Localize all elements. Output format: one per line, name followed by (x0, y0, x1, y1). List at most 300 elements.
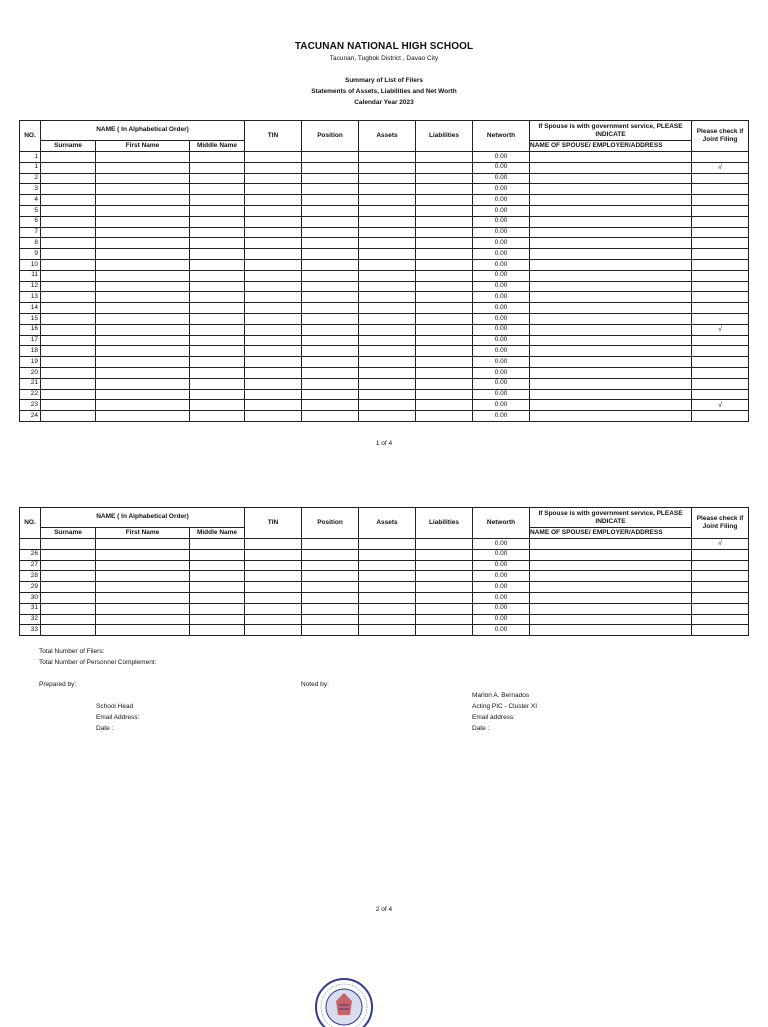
middle-name-cell (190, 571, 245, 582)
col-name-group-header: NAME ( In Alphabetical Order) (41, 121, 245, 141)
surname-cell (41, 184, 96, 195)
middle-name-cell (190, 560, 245, 571)
liabilities-cell (416, 378, 473, 389)
total-personnel-label: Total Number of Personnel Complement: (39, 659, 157, 666)
tin-cell (245, 152, 302, 163)
assets-cell (359, 281, 416, 292)
surname-cell (41, 560, 96, 571)
col-first-name-header: First Name (96, 528, 190, 539)
tin-cell (245, 249, 302, 260)
first-name-cell (96, 227, 190, 238)
first-name-cell (96, 367, 190, 378)
liabilities-cell (416, 162, 473, 173)
middle-name-cell (190, 549, 245, 560)
tin-cell (245, 411, 302, 422)
joint-filing-check-cell (692, 292, 749, 303)
middle-name-cell (190, 614, 245, 625)
first-name-cell (96, 281, 190, 292)
joint-filing-check-cell: √ (692, 324, 749, 335)
networth-cell: 0.00 (473, 378, 530, 389)
spouse-info-cell (530, 313, 692, 324)
joint-filing-check-cell (692, 249, 749, 260)
position-cell (302, 539, 359, 550)
assets-cell (359, 614, 416, 625)
position-cell (302, 357, 359, 368)
joint-filing-check-cell (692, 549, 749, 560)
row-number-cell: 33 (20, 625, 41, 636)
surname-cell (41, 249, 96, 260)
row-number-cell: 10 (20, 259, 41, 270)
position-cell (302, 281, 359, 292)
assets-cell (359, 216, 416, 227)
tin-cell (245, 184, 302, 195)
middle-name-cell (190, 238, 245, 249)
middle-name-cell (190, 324, 245, 335)
joint-filing-check-cell (692, 335, 749, 346)
joint-filing-check-cell (692, 367, 749, 378)
middle-name-cell (190, 335, 245, 346)
row-number-cell: 1 (20, 152, 41, 163)
first-name-cell (96, 603, 190, 614)
liabilities-cell (416, 292, 473, 303)
spouse-info-cell (530, 592, 692, 603)
first-name-cell (96, 625, 190, 636)
first-name-cell (96, 324, 190, 335)
table-row (20, 400, 749, 411)
networth-cell: 0.00 (473, 227, 530, 238)
liabilities-cell (416, 603, 473, 614)
networth-cell: 0.00 (473, 592, 530, 603)
spouse-info-cell (530, 603, 692, 614)
row-number-cell: 32 (20, 614, 41, 625)
first-name-cell (96, 195, 190, 206)
spouse-info-cell (530, 367, 692, 378)
assets-cell (359, 603, 416, 614)
first-name-cell (96, 389, 190, 400)
networth-cell: 0.00 (473, 313, 530, 324)
table-row (20, 303, 749, 314)
tin-cell (245, 357, 302, 368)
position-cell (302, 195, 359, 206)
col-liabilities-header: Liabilities (416, 508, 473, 539)
surname-cell (41, 603, 96, 614)
middle-name-cell (190, 389, 245, 400)
table-row (20, 614, 749, 625)
tin-cell (245, 582, 302, 593)
table-row (20, 335, 749, 346)
row-number-cell: 12 (20, 281, 41, 292)
assets-cell (359, 324, 416, 335)
table-row (20, 560, 749, 571)
middle-name-cell (190, 539, 245, 550)
spouse-info-cell (530, 614, 692, 625)
joint-filing-check-cell (692, 173, 749, 184)
surname-cell (41, 205, 96, 216)
row-number-cell: 29 (20, 582, 41, 593)
row-number-cell: 27 (20, 560, 41, 571)
assets-cell (359, 592, 416, 603)
first-name-cell (96, 152, 190, 163)
liabilities-cell (416, 571, 473, 582)
surname-cell (41, 367, 96, 378)
spouse-info-cell (530, 227, 692, 238)
row-number-cell: 30 (20, 592, 41, 603)
surname-cell (41, 292, 96, 303)
tin-cell (245, 571, 302, 582)
prepared-by-email-label: Email Address: (96, 714, 140, 721)
assets-cell (359, 313, 416, 324)
surname-cell (41, 303, 96, 314)
spouse-info-cell (530, 625, 692, 636)
middle-name-cell (190, 281, 245, 292)
noted-by-date-label: Date : (472, 725, 490, 732)
first-name-cell (96, 216, 190, 227)
spouse-info-cell (530, 539, 692, 550)
liabilities-cell (416, 303, 473, 314)
col-spouse-sub-header: NAME OF SPOUSE/ EMPLOYER/ADDRESS (530, 141, 692, 152)
spouse-info-cell (530, 549, 692, 560)
joint-filing-check-cell (692, 592, 749, 603)
liabilities-cell (416, 259, 473, 270)
middle-name-cell (190, 162, 245, 173)
networth-cell: 0.00 (473, 335, 530, 346)
tin-cell (245, 173, 302, 184)
first-name-cell (96, 270, 190, 281)
position-cell (302, 152, 359, 163)
assets-cell (359, 560, 416, 571)
joint-filing-check-cell (692, 625, 749, 636)
tin-cell (245, 603, 302, 614)
table-row (20, 411, 749, 422)
first-name-cell (96, 539, 190, 550)
liabilities-cell (416, 560, 473, 571)
noted-by-email-label: Email address: (472, 714, 515, 721)
position-cell (302, 205, 359, 216)
surname-cell (41, 400, 96, 411)
joint-filing-check-cell (692, 281, 749, 292)
table-row (20, 173, 749, 184)
joint-filing-check-cell (692, 411, 749, 422)
position-cell (302, 292, 359, 303)
joint-filing-check-cell (692, 195, 749, 206)
networth-cell: 0.00 (473, 205, 530, 216)
first-name-cell (96, 378, 190, 389)
joint-filing-check-cell (692, 303, 749, 314)
networth-cell: 0.00 (473, 389, 530, 400)
networth-cell: 0.00 (473, 357, 530, 368)
surname-cell (41, 539, 96, 550)
liabilities-cell (416, 173, 473, 184)
row-number-cell: 31 (20, 603, 41, 614)
liabilities-cell (416, 389, 473, 400)
middle-name-cell (190, 152, 245, 163)
middle-name-cell (190, 249, 245, 260)
networth-cell: 0.00 (473, 152, 530, 163)
spouse-info-cell (530, 162, 692, 173)
spouse-info-cell (530, 582, 692, 593)
tin-cell (245, 346, 302, 357)
joint-filing-check-cell (692, 313, 749, 324)
assets-cell (359, 173, 416, 184)
surname-cell (41, 227, 96, 238)
position-cell (302, 603, 359, 614)
prepared-by-date-label: Date : (96, 725, 114, 732)
table-row (20, 346, 749, 357)
first-name-cell (96, 205, 190, 216)
position-cell (302, 259, 359, 270)
assets-cell (359, 195, 416, 206)
row-number-cell: 8 (20, 238, 41, 249)
joint-filing-check-cell (692, 238, 749, 249)
networth-cell: 0.00 (473, 324, 530, 335)
row-number-cell: 5 (20, 205, 41, 216)
tin-cell (245, 216, 302, 227)
tin-cell (245, 162, 302, 173)
liabilities-cell (416, 539, 473, 550)
position-cell (302, 571, 359, 582)
surname-cell (41, 389, 96, 400)
spouse-info-cell (530, 324, 692, 335)
table-row (20, 625, 749, 636)
joint-filing-check-cell (692, 259, 749, 270)
networth-cell: 0.00 (473, 539, 530, 550)
joint-filing-check-cell: √ (692, 400, 749, 411)
liabilities-cell (416, 205, 473, 216)
spouse-info-cell (530, 400, 692, 411)
joint-filing-check-cell: √ (692, 162, 749, 173)
joint-filing-check-cell (692, 582, 749, 593)
table-row (20, 603, 749, 614)
table-row (20, 324, 749, 335)
surname-cell (41, 614, 96, 625)
position-cell (302, 400, 359, 411)
networth-cell: 0.00 (473, 281, 530, 292)
report-subtitle: Statements of Assets, Liabilities and Net Worth (311, 88, 457, 95)
row-number-cell: 19 (20, 357, 41, 368)
liabilities-cell (416, 367, 473, 378)
liabilities-cell (416, 238, 473, 249)
joint-filing-check-cell (692, 152, 749, 163)
networth-cell: 0.00 (473, 625, 530, 636)
joint-filing-check-cell (692, 571, 749, 582)
position-cell (302, 324, 359, 335)
row-number-cell: 2 (20, 173, 41, 184)
col-networth-header: Networth (473, 121, 530, 152)
noted-by-label: Noted by: (301, 681, 329, 688)
tin-cell (245, 389, 302, 400)
table-row (20, 205, 749, 216)
networth-cell: 0.00 (473, 614, 530, 625)
position-cell (302, 227, 359, 238)
assets-cell (359, 549, 416, 560)
position-cell (302, 173, 359, 184)
surname-cell (41, 571, 96, 582)
row-number-cell: 23 (20, 400, 41, 411)
networth-cell: 0.00 (473, 560, 530, 571)
row-number-cell: 14 (20, 303, 41, 314)
assets-cell (359, 259, 416, 270)
col-networth-header: Networth (473, 508, 530, 539)
table-row (20, 270, 749, 281)
total-filers-label: Total Number of Filers: (39, 648, 105, 655)
middle-name-cell (190, 367, 245, 378)
middle-name-cell (190, 378, 245, 389)
table-row (20, 184, 749, 195)
page-number-2: 2 of 4 (375, 906, 393, 913)
networth-cell: 0.00 (473, 270, 530, 281)
assets-cell (359, 357, 416, 368)
assets-cell (359, 292, 416, 303)
assets-cell (359, 389, 416, 400)
networth-cell: 0.00 (473, 367, 530, 378)
joint-filing-check-cell (692, 389, 749, 400)
position-cell (302, 367, 359, 378)
middle-name-cell (190, 357, 245, 368)
surname-cell (41, 238, 96, 249)
first-name-cell (96, 184, 190, 195)
spouse-info-cell (530, 281, 692, 292)
first-name-cell (96, 313, 190, 324)
middle-name-cell (190, 400, 245, 411)
surname-cell (41, 162, 96, 173)
middle-name-cell (190, 173, 245, 184)
table-row (20, 357, 749, 368)
surname-cell (41, 625, 96, 636)
col-tin-header: TIN (245, 121, 302, 152)
spouse-info-cell (530, 216, 692, 227)
row-number-cell: 11 (20, 270, 41, 281)
liabilities-cell (416, 400, 473, 411)
assets-cell (359, 303, 416, 314)
networth-cell: 0.00 (473, 249, 530, 260)
surname-cell (41, 357, 96, 368)
col-spouse-sub-header: NAME OF SPOUSE/ EMPLOYER/ADDRESS (530, 528, 692, 539)
networth-cell: 0.00 (473, 582, 530, 593)
middle-name-cell (190, 346, 245, 357)
row-number-cell: 17 (20, 335, 41, 346)
position-cell (302, 335, 359, 346)
networth-cell: 0.00 (473, 571, 530, 582)
assets-cell (359, 378, 416, 389)
surname-cell (41, 195, 96, 206)
tin-cell (245, 281, 302, 292)
surname-cell (41, 281, 96, 292)
spouse-info-cell (530, 335, 692, 346)
row-number-cell: 6 (20, 216, 41, 227)
liabilities-cell (416, 592, 473, 603)
spouse-info-cell (530, 173, 692, 184)
table-row (20, 313, 749, 324)
tin-cell (245, 205, 302, 216)
tin-cell (245, 324, 302, 335)
joint-filing-check-cell (692, 357, 749, 368)
surname-cell (41, 378, 96, 389)
liabilities-cell (416, 549, 473, 560)
report-title: Summary of List of Filers (344, 77, 424, 84)
table-row (20, 539, 749, 550)
networth-cell: 0.00 (473, 603, 530, 614)
networth-cell: 0.00 (473, 162, 530, 173)
row-number-cell: 22 (20, 389, 41, 400)
position-cell (302, 592, 359, 603)
first-name-cell (96, 582, 190, 593)
tin-cell (245, 227, 302, 238)
page-number-1: 1 of 4 (375, 440, 393, 447)
position-cell (302, 614, 359, 625)
school-name: TACUNAN NATIONAL HIGH SCHOOL (294, 41, 474, 52)
filers-table-page-1 (19, 120, 749, 422)
networth-cell: 0.00 (473, 303, 530, 314)
first-name-cell (96, 335, 190, 346)
tin-cell (245, 367, 302, 378)
surname-cell (41, 313, 96, 324)
networth-cell: 0.00 (473, 184, 530, 195)
tin-cell (245, 292, 302, 303)
col-spouse-group-header: If Spouse is with government service, PLEASE INDICATE (530, 508, 692, 528)
assets-cell (359, 582, 416, 593)
row-number-cell (20, 539, 41, 550)
surname-cell (41, 259, 96, 270)
first-name-cell (96, 411, 190, 422)
col-middle-name-header: Middle Name (190, 141, 245, 152)
middle-name-cell (190, 582, 245, 593)
assets-cell (359, 152, 416, 163)
middle-name-cell (190, 270, 245, 281)
joint-filing-check-cell (692, 205, 749, 216)
assets-cell (359, 539, 416, 550)
tin-cell (245, 303, 302, 314)
assets-cell (359, 249, 416, 260)
liabilities-cell (416, 184, 473, 195)
spouse-info-cell (530, 205, 692, 216)
assets-cell (359, 238, 416, 249)
prepared-by-label: Prepared by: (39, 681, 77, 688)
assets-cell (359, 625, 416, 636)
first-name-cell (96, 400, 190, 411)
middle-name-cell (190, 216, 245, 227)
position-cell (302, 270, 359, 281)
row-number-cell: 15 (20, 313, 41, 324)
first-name-cell (96, 259, 190, 270)
col-joint-filing-header: Please check if Joint Filing (692, 121, 749, 152)
filers-table-page-2 (19, 507, 749, 636)
assets-cell (359, 162, 416, 173)
row-number-cell: 13 (20, 292, 41, 303)
table-row (20, 281, 749, 292)
first-name-cell (96, 549, 190, 560)
col-liabilities-header: Liabilities (416, 121, 473, 152)
table-row (20, 592, 749, 603)
table-row (20, 389, 749, 400)
position-cell (302, 582, 359, 593)
surname-cell (41, 216, 96, 227)
tin-cell (245, 313, 302, 324)
position-cell (302, 378, 359, 389)
position-cell (302, 238, 359, 249)
liabilities-cell (416, 411, 473, 422)
row-number-cell: 28 (20, 571, 41, 582)
middle-name-cell (190, 592, 245, 603)
first-name-cell (96, 292, 190, 303)
row-number-cell: 26 (20, 549, 41, 560)
spouse-info-cell (530, 249, 692, 260)
row-number-cell: 4 (20, 195, 41, 206)
first-name-cell (96, 346, 190, 357)
tin-cell (245, 238, 302, 249)
middle-name-cell (190, 303, 245, 314)
assets-cell (359, 335, 416, 346)
spouse-info-cell (530, 411, 692, 422)
